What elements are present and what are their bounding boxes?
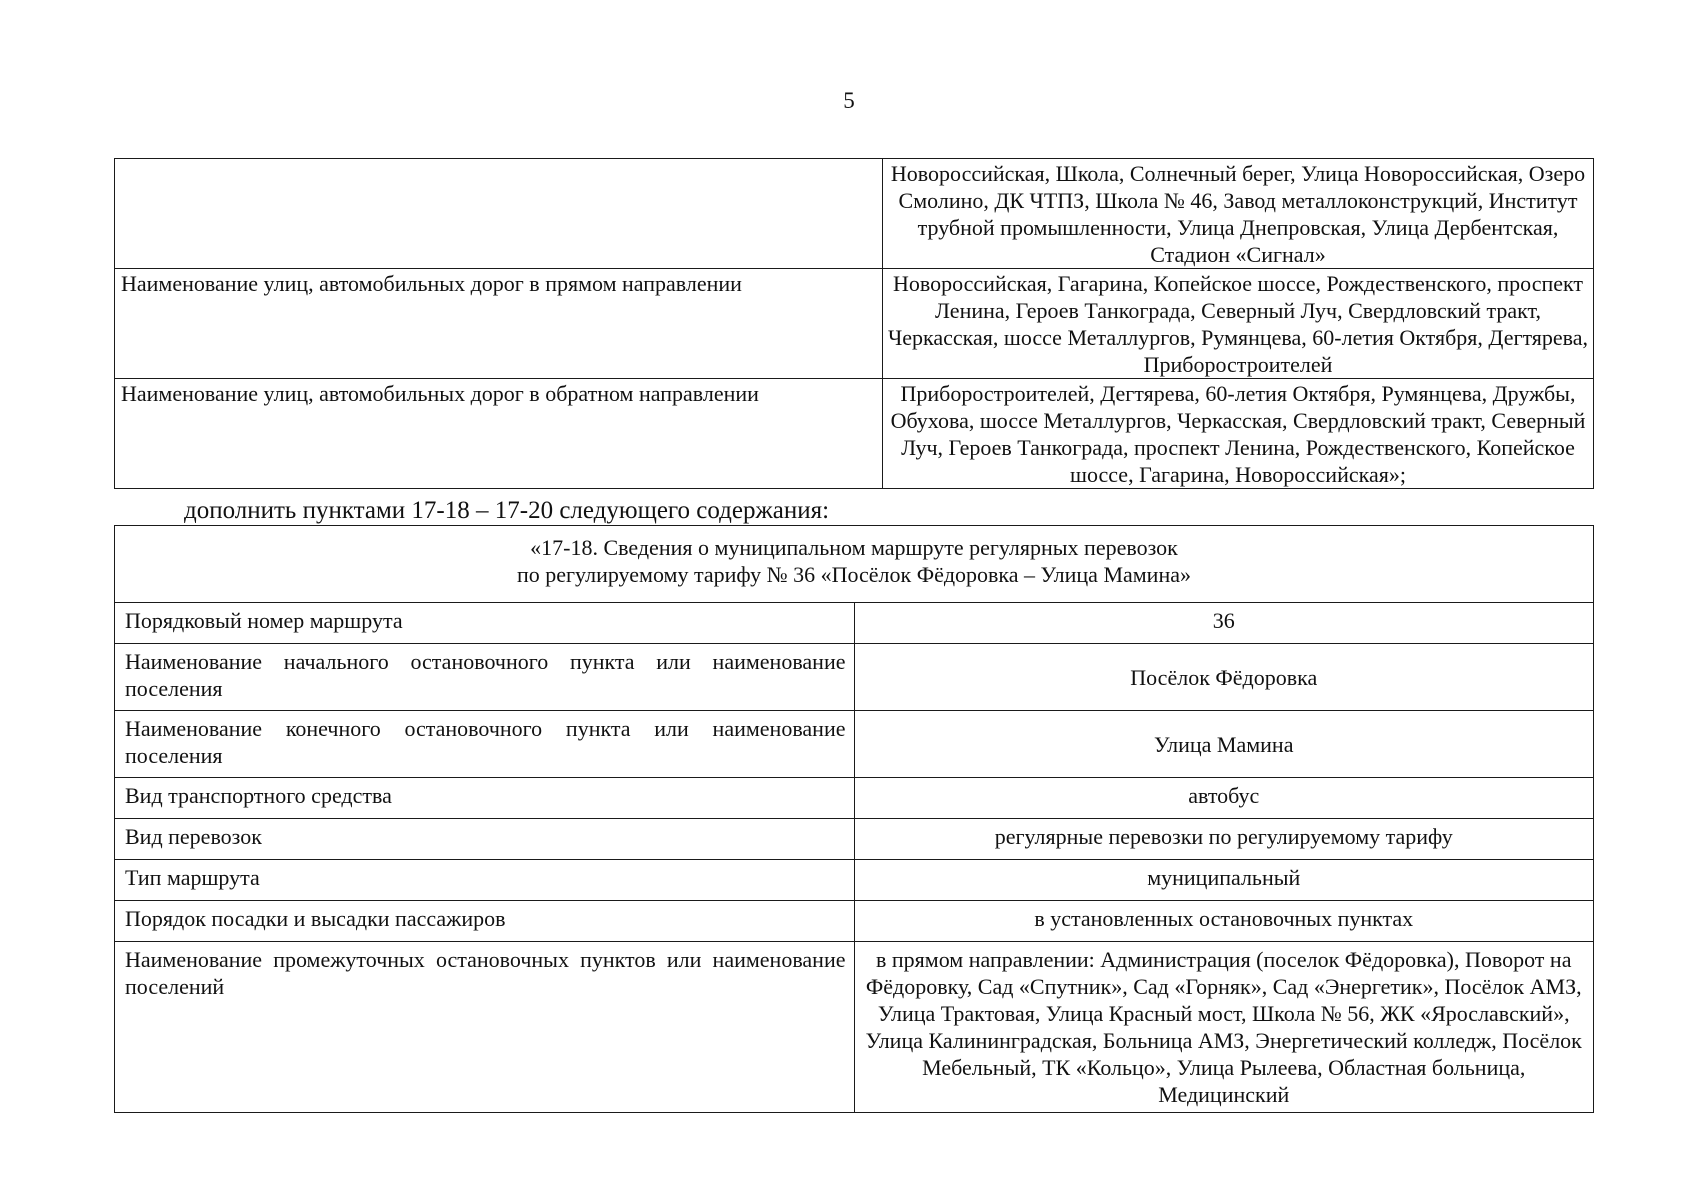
row-value: Новороссийская, Школа, Солнечный берег, Улица Новороссийская, Озеро Смолино, ДК ЧТПЗ, Школа № 46, Завод металлоконструкций, Институт трубной промышленности, Улица Днепровская, Улица Дербентская, Стадион «Сигнал»: [883, 159, 1594, 269]
row-value: Новороссийская, Гагарина, Копейское шоссе, Рождественского, проспект Ленина, Героев Танкограда, Северный Луч, Свердловский тракт, Черкасская, шоссе Металлургов, Румянцева, 60-летия Октября, Дегтярева, Приборостроителей: [883, 269, 1594, 379]
row-label: Наименование промежуточных остановочных пунктов или наименование поселений: [115, 942, 855, 1113]
row-label: Наименование улиц, автомобильных дорог в обратном направлении: [115, 379, 883, 489]
row-label: Наименование конечного остановочного пункта или наименование поселения: [115, 711, 855, 778]
caption-line-1: «17-18. Сведения о муниципальном маршруте регулярных перевозок: [530, 535, 1178, 560]
supplement-instruction: дополнить пунктами 17-18 – 17-20 следующего содержания:: [184, 497, 830, 524]
table-row: [115, 379, 1594, 489]
row-label: Порядок посадки и высадки пассажиров: [115, 901, 855, 942]
previous-route-table: [114, 158, 1594, 489]
page-number: 5: [843, 88, 855, 113]
table-row: [115, 778, 1594, 819]
caption-line-2: по регулируемому тарифу № 36 «Посёлок Фёдоровка – Улица Мамина»: [517, 562, 1191, 587]
row-value: муниципальный: [854, 860, 1594, 901]
table-row: [115, 942, 1594, 1113]
row-label: [115, 159, 883, 269]
route-36-table: [114, 525, 1594, 1113]
table-caption-row: [115, 526, 1594, 603]
row-value: Улица Мамина: [854, 711, 1594, 778]
table-row: [115, 644, 1594, 711]
table-row: [115, 819, 1594, 860]
row-value: регулярные перевозки по регулируемому тарифу: [854, 819, 1594, 860]
row-label: Вид транспортного средства: [115, 778, 855, 819]
row-label: Наименование начального остановочного пункта или наименование поселения: [115, 644, 855, 711]
table-row: [115, 269, 1594, 379]
row-label: Порядковый номер маршрута: [115, 603, 855, 644]
table-row: [115, 711, 1594, 778]
table-row: [115, 860, 1594, 901]
row-label: Тип маршрута: [115, 860, 855, 901]
row-label: Наименование улиц, автомобильных дорог в прямом направлении: [115, 269, 883, 379]
row-value: 36: [854, 603, 1594, 644]
row-value: Посёлок Фёдоровка: [854, 644, 1594, 711]
row-value: Приборостроителей, Дегтярева, 60-летия Октября, Румянцева, Дружбы, Обухова, шоссе Металлургов, Черкасская, Свердловский тракт, Северный Луч, Героев Танкограда, проспект Ленина, Рождественского, Копейское шоссе, Гагарина, Новороссийская»;: [883, 379, 1594, 489]
row-label: Вид перевозок: [115, 819, 855, 860]
row-value: автобус: [854, 778, 1594, 819]
row-value: в прямом направлении: Администрация (поселок Фёдоровка), Поворот на Фёдоровку, Сад «Спутник», Сад «Горняк», Сад «Энергетик», Посёлок АМЗ, Улица Трактовая, Улица Красный мост, Школа № 56, ЖК «Ярославский», Улица Калининградская, Больница АМЗ, Энергетический колледж, Посёлок Мебельный, ТК «Кольцо», Улица Рылеева, Областная больница, Медицинский: [854, 942, 1594, 1113]
table-row: [115, 901, 1594, 942]
table-row: [115, 159, 1594, 269]
row-value: в установленных остановочных пунктах: [854, 901, 1594, 942]
table-caption: [115, 526, 1594, 603]
table-row: [115, 603, 1594, 644]
